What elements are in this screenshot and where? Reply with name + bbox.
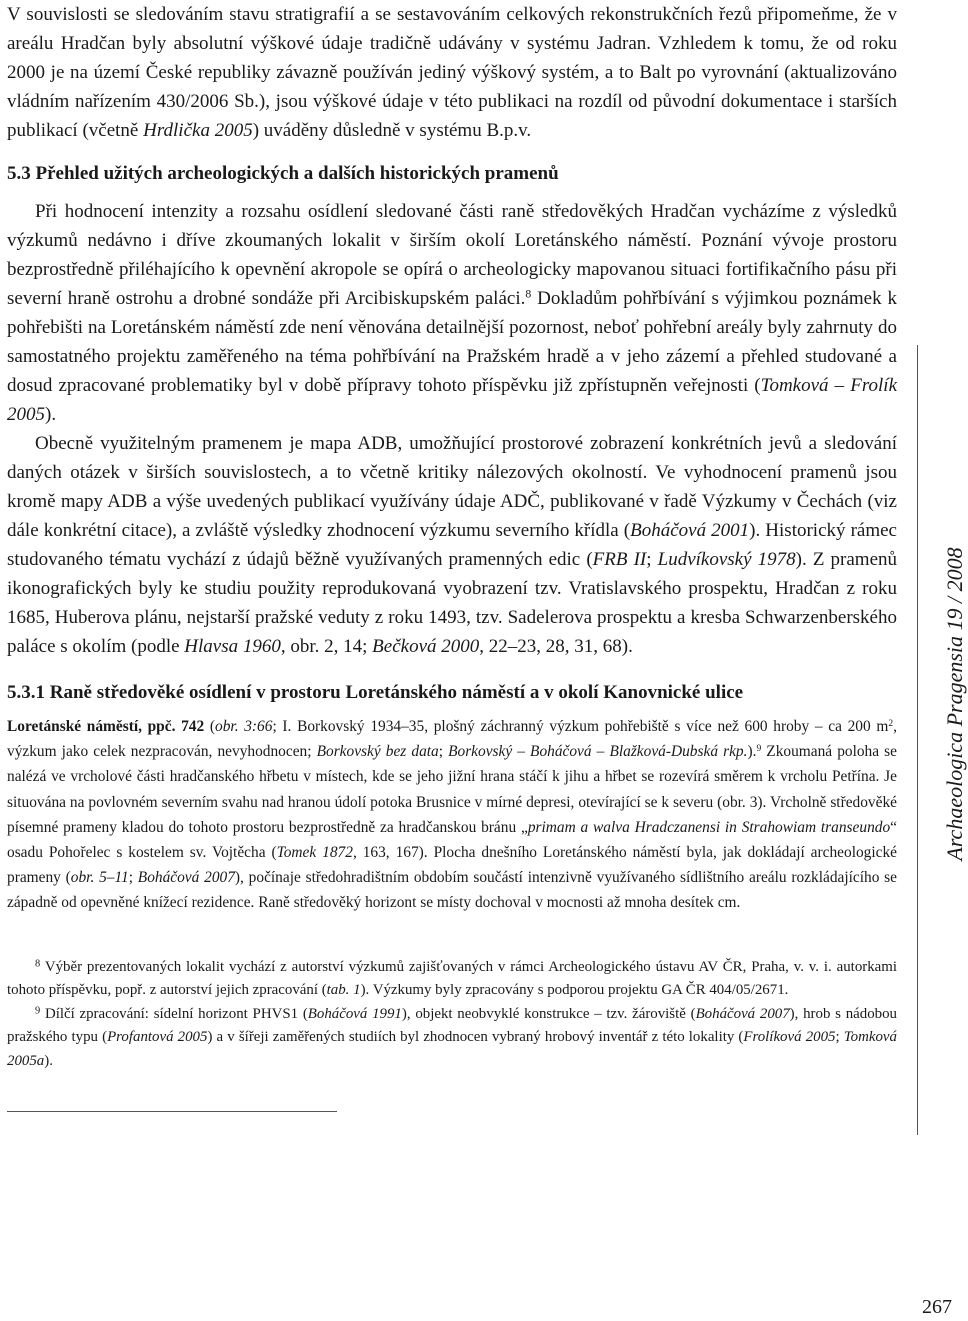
- footnote-8: $^8$ Výběr prezentovaných lokalit vychází z autorství výzkumů zajišťovaných v rámci Archeologického ústavu AV ČR, Praha, v. v. i. autorkami tohoto příspěvku, popř. z autorství jejich zpracování (tab. 1). Výzkumy byly zpracovány s podporou projektu GA ČR 404/05/2671.: [7, 957, 897, 999]
- footnote-ref-8[interactable]: 8: [525, 287, 532, 301]
- site-paragraph: Loretánské náměstí, ppč. 742 (obr. 3:66; I. Borkovský 1934–35, plošný záchranný výzkum pohřebiště s více než 600 hroby – ca 200 $m^2$, výzkum jako celek nezpracován, nevyhodnocen; Borkovský bez data; Borkovský – Boháčová – Blažková-Dubská rkp.).$^9$ Zkoumaná poloha se nalézá ve vrcholové části hradčanského hřbetu v místech, kde se jeho jižní hrana stáčí k jihu a hřbet se rozevírá směrem k vrcholu Petřína. Je situována na povlovném severním svahu nad hranou údolí potoka Brusnice v mírné depresi, otevírající se k severu (obr. 3). Vrcholně středověké písemné prameny kladou do tohoto prostoru bezprostředně za hradčanskou bránu „primam a walva Hradczanensi in Strahowiam transeundo“ osadu Pohořelec s kostelem sv. Vojtěcha (Tomek 1872, 163, 167). Plocha dnešního Loretánského náměstí byla, jak dokládají archeologické prameny (obr. 5–11; Boháčová 2007), počínaje středohradištním obdobím součástí intenzivně využívaného sídlištního areálu rozkládajícího se západně od opevněné knížecí rezidence. Raně středověký horizont se místy dochoval v mocnosti až mnoha desítek cm.: [7, 717, 898, 912]
- main-column: [7, 0, 897, 1073]
- citation: FRB II: [592, 549, 647, 570]
- citation: Borkovský bez data: [316, 743, 439, 761]
- sources-paragraph-2: Obecně využitelným pramenem je mapa ADB, umožňující prostorové zobrazení konkrétních jevů a sledování daných otázek v širších souvislostech, a to včetně kritiky nálezových okolností. Ve vyhodnocení pramenů jsou kromě mapy ADB a výše uvedených publikací využívány údaje ADČ, publikované v řadě Výzkumy v Čechách (viz dále konkrétní citace), a zvláště výsledky zhodnocení výzkumu severního křídla (Boháčová 2001). Historický rámec studovaného tématu vychází z údajů běžně využívaných pramenných edic (FRB II; Ludvíkovský 1978). Z pramenů ikonografických byly ke studiu použity reprodukovaná vyobrazení tzv. Vratislavského prospektu, Hradčan z roku 1685, Huberova plánu, nejstarší pražské veduty z roku 1493, tzv. Sadelerova prospektu a kresba Schwarzenberského paláce s okolím (podle Hlavsa 1960, obr. 2, 14; Bečková 2000, 22–23, 28, 31, 68).: [7, 433, 898, 657]
- footnote-9: $^9$ Dílčí zpracování: sídelní horizont PHVS1 (Boháčová 1991), objekt neobvyklé konstrukce – tzv. žároviště (Boháčová 2007), hrob s nádobou pražského typu (Profantová 2005) a v šířeji zaměřených studiích byl zhodnocen vybraný hrobový inventář z této lokality (Frolíková 2005; Tomková 2005a).: [7, 1004, 898, 1069]
- citation: Hrdlička 2005: [143, 120, 253, 141]
- quote: primam a walva Hradczanensi in Strahowiam transeundo: [527, 818, 891, 836]
- subsection-heading: 5.3.1 Raně středověké osídlení v prostoru Loretánského náměstí a v okolí Kanovnické ulice: [7, 682, 744, 703]
- figure-ref[interactable]: obr. 3:66: [215, 718, 273, 735]
- citation: Hlavsa 1960: [184, 636, 281, 657]
- site-lead: Loretánské náměstí, ppč. 742: [7, 718, 205, 735]
- footnote-ref-9[interactable]: 9: [756, 742, 762, 754]
- section-heading: 5.3 Přehled užitých archeologických a dalších historických pramenů: [7, 163, 559, 184]
- figure-ref[interactable]: obr. 5–11: [70, 869, 129, 887]
- running-title: Archaeologica Pragensia 19 / 2008: [942, 547, 967, 861]
- page-number: 267: [922, 1296, 952, 1318]
- footnote-number: 9: [35, 1004, 41, 1016]
- footnote-separator: [7, 1111, 337, 1112]
- citation: Tomková – Frolík 2005: [7, 375, 897, 425]
- citation: Frolíková 2005: [743, 1029, 836, 1046]
- sources-paragraph-1: Při hodnocení intenzity a rozsahu osídlení sledované části raně středověkých Hradčan vycházíme z výsledků výzkumů nedávno i dříve zkoumaných lokalit v širším okolí Loretánského náměstí. Poznání vývoje prostoru bezprostředně přiléhajícího k opevnění akropole se opírá o archeologicky mapovanou situaci fortifikačního pásu při severní hraně ostrohu a drobné sondáže při Arcibiskupském paláci.$^8$ Dokladům pohřbívání s výjimkou poznámek k pohřebišti na Loretánském náměstí zde není věnována detailnější pozornost, neboť pohřební areály byly zahrnuty do samostatného projektu zaměřeného na téma pohřbívání na Pražském hradě a v jeho zázemí a přehled studované a dosud zpracované problematiky byl v době přípravy tohoto příspěvku již zpřístupněn veřejnosti (Tomková – Frolík 2005).: [7, 201, 897, 425]
- intro-paragraph: V souvislosti se sledováním stavu stratigrafií a se sestavováním celkových rekonstrukčních řezů připomeňme, že v areálu Hradčan byly absolutní výškové údaje tradičně udávány v systému Jadran. Vzhledem k tomu, že od roku 2000 je na území České republiky závazně používán jediný výškový systém, a to Balt po vyrovnání (aktualizováno vládním nařízením 430/2006 Sb.), jsou výškové údaje v této publikaci na rozdíl od původní dokumentace i starších publikací (včetně Hrdlička 2005) uváděny důsledně v systému B.p.v.: [7, 4, 897, 141]
- citation: Borkovský – Boháčová – Blažková-Dubská rkp.: [448, 743, 748, 761]
- citation: Bečková 2000: [372, 636, 480, 657]
- citation: Boháčová 1991: [307, 1005, 402, 1022]
- citation: Boháčová 2007: [695, 1005, 790, 1022]
- citation: Ludvíkovský 1978: [657, 549, 796, 570]
- citation: Profantová 2005: [107, 1029, 208, 1046]
- citation: Boháčová 2001: [630, 520, 750, 541]
- citation: Tomek 1872: [276, 844, 353, 862]
- table-ref[interactable]: tab. 1: [326, 982, 361, 999]
- superscript: 2: [888, 717, 894, 729]
- margin-rule: [917, 345, 918, 1135]
- citation: Tomková 2005a: [7, 1029, 897, 1069]
- footnote-number: 8: [35, 957, 41, 969]
- citation: Boháčová 2007: [137, 869, 235, 887]
